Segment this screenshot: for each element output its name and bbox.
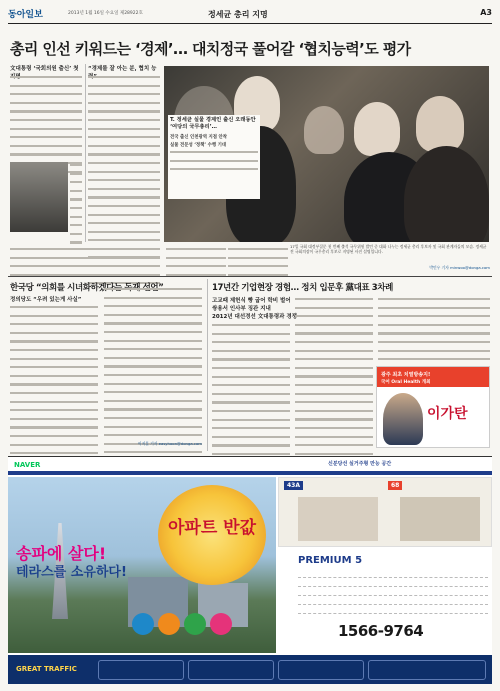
side-ad-name: 이가탄 [427, 406, 468, 422]
masthead [8, 6, 492, 24]
house-tag-1: 43A [284, 481, 303, 490]
premium-title: PREMIUM 5 [298, 555, 363, 566]
left-section-title: 한국당 “의회를 시녀화하겠다는 독재 선언” [10, 283, 164, 293]
house-tag-2: 68 [388, 481, 402, 490]
issue-meta: 2013년 1월 16일 수요일 제28922호 [68, 11, 143, 16]
lead-byline: 박민우 기자 minwoo@donga.com [429, 265, 490, 270]
badge-text: 아파트 반값 [167, 518, 257, 538]
right-section-title: 17년간 기업현장 경험… 정치 입문후 黨대표 3차례 [212, 283, 393, 293]
bottom-advertisement[interactable] [8, 456, 492, 684]
page-headline: 총리 인선 키워드는 ‘경제’… 대치정국 풀어갈 ‘협치능력’도 평가 [10, 40, 411, 58]
top-text: 신분당선 실거주형 만능 공간 [328, 461, 392, 467]
page-number: A3 [480, 8, 492, 17]
right-section-subhead-1: 고교때 제헌식 빵 굽어 학비 벌어 [212, 298, 291, 304]
naver-logo: NAVER [14, 461, 41, 469]
portrait-photo [10, 162, 68, 232]
hero-line1: 송파에 살다! [16, 544, 107, 563]
photo-card-mid1: 전국 출신 인천광역 지점 안착 [170, 135, 228, 140]
left-section-subhead: 정의당도 “우려 있는게 사실” [10, 297, 82, 303]
side-ad-line1: 광주 최초 치열방송지! [381, 372, 431, 378]
newspaper-logo: 동아일보 [8, 10, 43, 20]
great-traffic: GREAT TRAFFIC [16, 665, 77, 673]
lead-subhead-2: “경제를 잘 아는 분, 협치 능력” [88, 66, 157, 80]
hero-line2: 테라스를 소유하다! [16, 565, 127, 580]
side-ad-line2: 국어 Oral Health 개최 [381, 380, 431, 385]
side-ad-banner[interactable] [376, 366, 490, 448]
sales-phone[interactable]: 1566-9764 [338, 622, 424, 640]
right-section-subhead-3: 2012년 대선경선 文대통령과 경쟁 [212, 314, 297, 320]
main-photo-caption: 17일 국회 대정부질문 첫 번째 출석 국무위원 발언 중 대화 나누는 정세균 총리 후보자 및 국회 관계자들의 모습. 정세균 전 국회의장이 국무총리 후보로 지명된 사진 설명입니다. [290, 244, 487, 254]
section-title: 정세균 총리 지명 [208, 10, 268, 19]
photo-card-mid2: 실물 전문성 ‘정책’ 수행 기대 [170, 143, 227, 148]
photo-card-title: T. 정세균 실물 경제인 출신 오래동안 ‘여당의 국무총리’… [170, 117, 256, 130]
lead-subhead-1: 文대통령 ‘국회의원 출신’ 첫 지명 [10, 66, 79, 80]
photo-card [168, 115, 260, 199]
right-section-subhead-2: 쌍용서 인사부 징관 지내 [212, 306, 271, 312]
left-section-byline: 이지훈 기자 easyhoon@donga.com [137, 441, 202, 446]
